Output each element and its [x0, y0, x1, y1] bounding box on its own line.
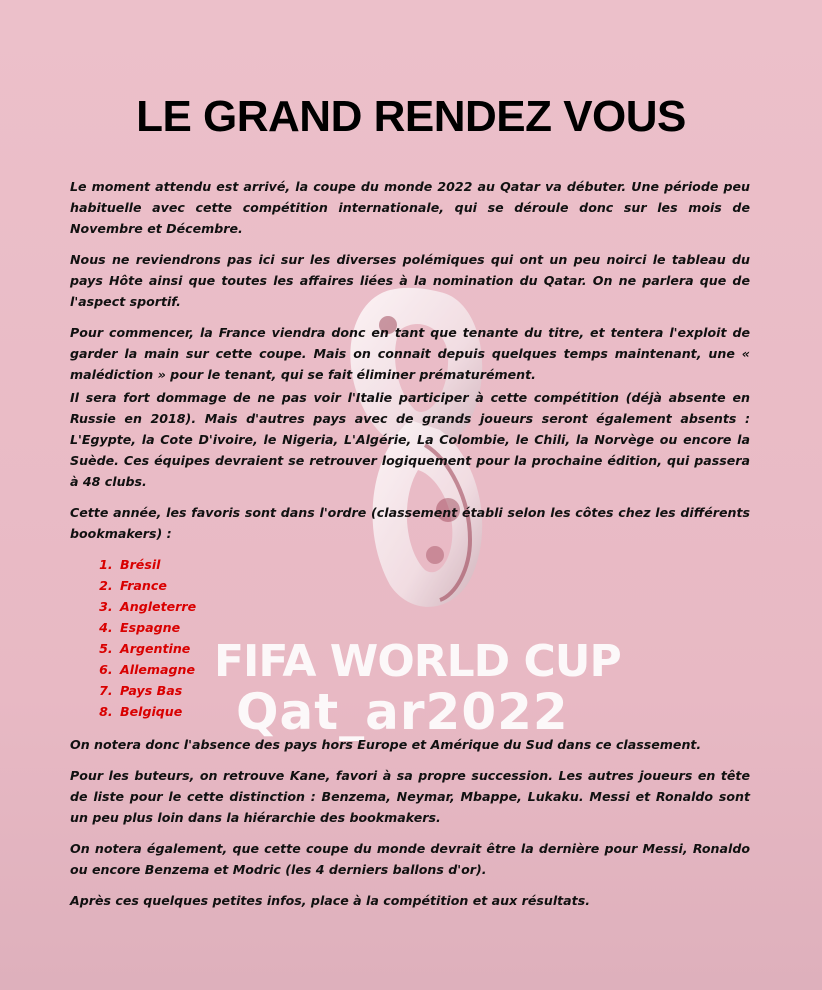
paragraph-scorers: Pour les buteurs, on retrouve Kane, favori à sa propre succession. Les autres joueurs en tête de liste pour le cette distinction : Benzema, Neymar, Mbappe, Lukaku. Messi et Ronaldo sont un peu plus loin dans la hiérarchie des bookmakers. — [70, 768, 750, 825]
list-item: 8. Belgique — [117, 701, 750, 722]
list-item: 5. Argentine — [117, 638, 750, 659]
paragraph-controversies: Nous ne reviendrons pas ici sur les diverses polémiques qui ont un peu noirci le tableau du pays Hôte ainsi que toutes les affaires liées à la nomination du Qatar. On ne parlera que de l'aspect sportif. — [70, 252, 750, 309]
paragraph-absent-teams: Il sera fort dommage de ne pas voir l'Italie participer à cette compétition (déjà absente en Russie en 2018). Mais d'autres pays avec de grands joueurs seront également absents : L'Egypte, la Cote D'ivoire, le Nigeria, L'Algérie, La Colombie, le Chili, la Norvège ou encore la Suède. Ces équipes devraient se retrouver logiquement pour la prochaine édition, qui passera à 48 clubs. — [70, 390, 750, 489]
paragraph-last-cup: On notera également, que cette coupe du monde devrait être la dernière pour Messi, Ronaldo ou encore Benzema et Modric (les 4 derniers ballons d'or). — [70, 841, 750, 877]
favorites-list — [70, 554, 750, 722]
list-item: 4. Espagne — [117, 617, 750, 638]
qatar-2022-watermark: Qat_ar2022 — [236, 683, 569, 741]
list-item: 6. Allemagne — [117, 659, 750, 680]
list-item: 1. Brésil — [117, 554, 750, 575]
list-item: 7. Pays Bas — [117, 680, 750, 701]
fifa-world-cup-watermark: FIFA WORLD CUP — [214, 636, 621, 687]
paragraph-conclusion: Après ces quelques petites infos, place à la compétition et aux résultats. — [70, 893, 590, 908]
page-title: LE GRAND RENDEZ VOUS — [136, 92, 686, 141]
paragraph-france: Pour commencer, la France viendra donc en tant que tenante du titre, et tentera l'exploit de garder la main sur cette coupe. Mais on connait depuis quelques temps maintenant, une « malédiction » pour le tenant, qui se fait éliminer prématurément. — [70, 325, 750, 382]
list-item: 2. France — [117, 575, 750, 596]
paragraph-absence-note: On notera donc l'absence des pays hors Europe et Amérique du Sud dans ce classement. — [70, 737, 702, 752]
list-item: 3. Angleterre — [117, 596, 750, 617]
paragraph-intro: Le moment attendu est arrivé, la coupe du monde 2022 au Qatar va débuter. Une période peu habituelle avec cette compétition internationale, qui se déroule donc sur les mois de Novembre et Décembre. — [70, 179, 750, 236]
article-body — [70, 176, 750, 921]
paragraph-favorites-intro: Cette année, les favoris sont dans l'ordre (classement établi selon les côtes chez les différents bookmakers) : — [70, 505, 750, 541]
